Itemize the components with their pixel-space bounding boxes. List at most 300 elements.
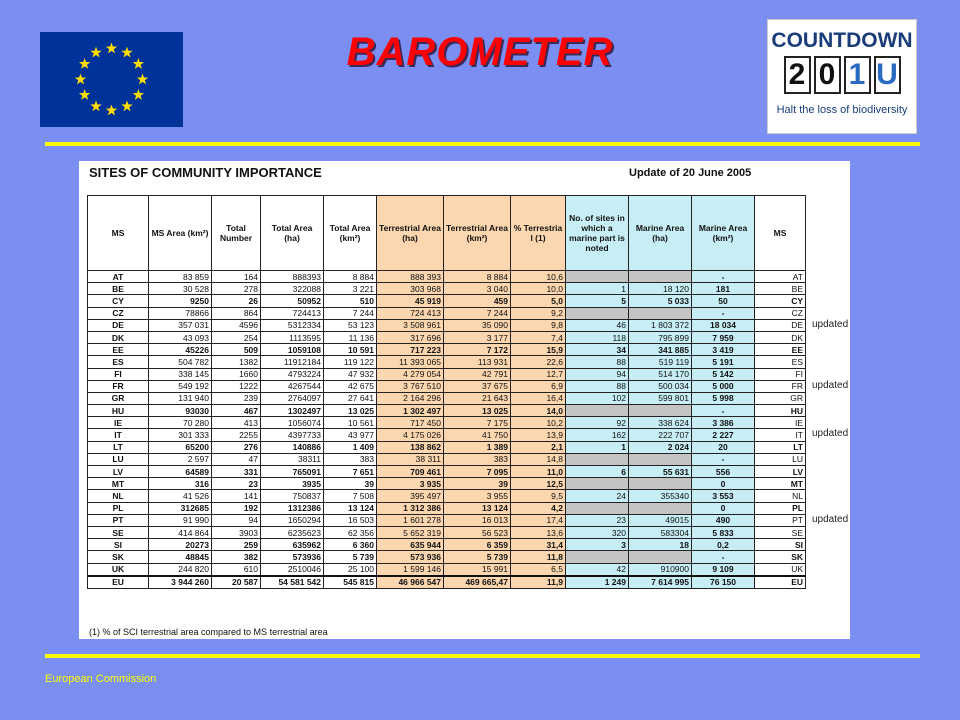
table-cell: 2 024	[629, 441, 692, 453]
table-cell: 45 919	[377, 295, 444, 307]
table-cell: 18 034	[692, 319, 755, 331]
table-cell: 39	[324, 478, 377, 490]
table-cell: 23	[566, 514, 629, 526]
footnote: (1) % of SCI terrestrial area compared to MS terrestrial area	[89, 627, 328, 637]
table-cell: 5 142	[692, 368, 755, 380]
table-cell: 2 597	[149, 453, 212, 465]
table-cell: 43 977	[324, 429, 377, 441]
table-cell: 18 120	[629, 283, 692, 295]
table-cell: 5 833	[692, 526, 755, 538]
table-cell: 709 461	[377, 466, 444, 478]
table-cell: 7 244	[324, 307, 377, 319]
table-cell: 382	[212, 551, 261, 563]
table-cell: 12,7	[511, 368, 566, 380]
table-cell: 239	[212, 392, 261, 404]
table-cell: 7 508	[324, 490, 377, 502]
table-heading: SITES OF COMMUNITY IMPORTANCE	[89, 165, 322, 180]
table-cell: -	[692, 271, 755, 283]
updated-note: updated	[812, 514, 849, 525]
column-header: Terrestrial Area (km²)	[444, 196, 511, 271]
table-cell: 0,2	[692, 539, 755, 551]
table-cell: 5 033	[629, 295, 692, 307]
table-cell: 7 244	[444, 307, 511, 319]
table-cell: 21 643	[444, 392, 511, 404]
flag-star-icon	[90, 100, 101, 111]
table-row	[88, 563, 806, 576]
table-cell: LU	[755, 453, 806, 465]
table-cell: SI	[755, 539, 806, 551]
table-cell: 16 503	[324, 514, 377, 526]
table-cell: 1 249	[566, 576, 629, 589]
column-header: Total Number	[212, 196, 261, 271]
updated-note: updated	[812, 428, 849, 439]
table-cell: 23	[212, 478, 261, 490]
table-cell: 4 279 054	[377, 368, 444, 380]
table-cell: 93030	[149, 405, 212, 417]
table-cell: HU	[88, 405, 149, 417]
table-cell: 16 013	[444, 514, 511, 526]
table-cell: 113 931	[444, 356, 511, 368]
table-cell: 303 968	[377, 283, 444, 295]
table-cell: 118	[566, 331, 629, 343]
table-cell: 22,6	[511, 356, 566, 368]
table-cell: 42	[566, 563, 629, 576]
table-cell: 48845	[149, 551, 212, 563]
table-cell: CY	[755, 295, 806, 307]
table-cell: 317 696	[377, 331, 444, 343]
table-cell: 9,5	[511, 490, 566, 502]
table-cell: 301 333	[149, 429, 212, 441]
table-row	[88, 490, 806, 502]
table-cell	[566, 478, 629, 490]
table-cell: 338 145	[149, 368, 212, 380]
logo-digits	[768, 56, 916, 94]
table-cell: 4793224	[261, 368, 324, 380]
table-cell: 11 136	[324, 331, 377, 343]
table-cell: 7 175	[444, 417, 511, 429]
table-cell: 27 641	[324, 392, 377, 404]
table-cell: AT	[755, 271, 806, 283]
table-cell: MT	[88, 478, 149, 490]
table-cell: 78866	[149, 307, 212, 319]
table-cell: 6235623	[261, 526, 324, 538]
logo-brand: COUNTDOWN	[771, 29, 913, 52]
table-cell: GR	[88, 392, 149, 404]
table-cell: 1222	[212, 380, 261, 392]
table-cell: 3 040	[444, 283, 511, 295]
table-cell: 3	[566, 539, 629, 551]
table-cell: 312685	[149, 502, 212, 514]
table-cell: 717 450	[377, 417, 444, 429]
table-cell: 15,9	[511, 344, 566, 356]
table-cell: 140886	[261, 441, 324, 453]
table-cell: 459	[444, 295, 511, 307]
table-cell: 6,9	[511, 380, 566, 392]
table-cell: 34	[566, 344, 629, 356]
table-cell: MT	[755, 478, 806, 490]
table-cell: 469 665,47	[444, 576, 511, 589]
table-cell: DE	[755, 319, 806, 331]
flag-star-icon	[121, 47, 132, 58]
table-cell: IT	[755, 429, 806, 441]
table-row	[88, 429, 806, 441]
table-cell: 4267544	[261, 380, 324, 392]
table-cell: HU	[755, 405, 806, 417]
table-cell: 88	[566, 380, 629, 392]
table-cell: PL	[88, 502, 149, 514]
table-cell: 556	[692, 466, 755, 478]
flag-star-icon	[79, 58, 90, 69]
table-row	[88, 368, 806, 380]
table-cell: 13 124	[324, 502, 377, 514]
table-cell: IE	[88, 417, 149, 429]
table-cell: 510	[324, 295, 377, 307]
table-cell: 1302497	[261, 405, 324, 417]
table-cell: 1650294	[261, 514, 324, 526]
table-cell	[566, 502, 629, 514]
table-row	[88, 307, 806, 319]
table-cell: 259	[212, 539, 261, 551]
table-cell: 13 025	[444, 405, 511, 417]
table-cell: PL	[755, 502, 806, 514]
table-cell: 38 311	[377, 453, 444, 465]
table-cell: 1 803 372	[629, 319, 692, 331]
table-row	[88, 331, 806, 343]
table-cell: SK	[88, 551, 149, 563]
table-cell	[566, 271, 629, 283]
table-cell: 7 651	[324, 466, 377, 478]
table-cell: 6,5	[511, 563, 566, 576]
table-cell: 357 031	[149, 319, 212, 331]
table-row	[88, 405, 806, 417]
column-header: No. of sites in which a marine part is noted	[566, 196, 629, 271]
table-cell	[629, 271, 692, 283]
table-cell: LU	[88, 453, 149, 465]
table-cell: 355340	[629, 490, 692, 502]
column-header: Terrestrial Area (ha)	[377, 196, 444, 271]
flag-star-icon	[137, 74, 148, 85]
table-cell: 38311	[261, 453, 324, 465]
table-cell: 56 523	[444, 526, 511, 538]
flag-star-icon	[121, 100, 132, 111]
table-cell: 278	[212, 283, 261, 295]
column-header: Marine Area (ha)	[629, 196, 692, 271]
table-cell: SK	[755, 551, 806, 563]
table-cell: 7 172	[444, 344, 511, 356]
table-cell: 341 885	[629, 344, 692, 356]
column-header: MS	[755, 196, 806, 271]
table-cell: 2,1	[511, 441, 566, 453]
table-cell: 11,8	[511, 551, 566, 563]
table-cell: 331	[212, 466, 261, 478]
table-cell: 5 998	[692, 392, 755, 404]
column-header: MS	[88, 196, 149, 271]
table-row	[88, 466, 806, 478]
table-cell: 3 508 961	[377, 319, 444, 331]
update-date: Update of 20 June 2005	[629, 167, 752, 179]
table-cell: NL	[88, 490, 149, 502]
table-cell: -	[692, 551, 755, 563]
table-cell: 500 034	[629, 380, 692, 392]
table-cell: 5 652 319	[377, 526, 444, 538]
table-cell: EE	[88, 344, 149, 356]
table-cell: 888393	[261, 271, 324, 283]
table-cell: 413	[212, 417, 261, 429]
table-cell: 50	[692, 295, 755, 307]
table-cell: -	[692, 453, 755, 465]
table-cell: EU	[755, 576, 806, 589]
column-header: % Terrestria l (1)	[511, 196, 566, 271]
table-cell: 42 791	[444, 368, 511, 380]
table-cell: 6	[566, 466, 629, 478]
table-cell: 47 932	[324, 368, 377, 380]
column-header: Total Area (km²)	[324, 196, 377, 271]
table-cell: 573936	[261, 551, 324, 563]
table-cell	[566, 405, 629, 417]
table-cell: 0	[692, 478, 755, 490]
table-cell: 7 614 995	[629, 576, 692, 589]
logo-digit: 2	[784, 56, 811, 94]
table-cell: 1	[566, 441, 629, 453]
table-cell: 750837	[261, 490, 324, 502]
table-cell: 46	[566, 319, 629, 331]
table-cell: SE	[88, 526, 149, 538]
table-cell: LV	[755, 466, 806, 478]
table-cell: 35 090	[444, 319, 511, 331]
table-cell: 20273	[149, 539, 212, 551]
bottom-rule	[45, 654, 920, 658]
updated-note: updated	[812, 380, 849, 391]
table-cell: 610	[212, 563, 261, 576]
table-cell: 545 815	[324, 576, 377, 589]
table-cell: 91 990	[149, 514, 212, 526]
table-cell: FR	[88, 380, 149, 392]
table-cell: 24	[566, 490, 629, 502]
table-cell: 635962	[261, 539, 324, 551]
column-header: MS Area (km²)	[149, 196, 212, 271]
table-cell: ES	[755, 356, 806, 368]
table-cell: 3 944 260	[149, 576, 212, 589]
table-cell: 244 820	[149, 563, 212, 576]
logo-digit: 1	[844, 56, 871, 94]
table-cell: 9,2	[511, 307, 566, 319]
table-cell: ES	[88, 356, 149, 368]
table-cell: IE	[755, 417, 806, 429]
table-cell: 1 601 278	[377, 514, 444, 526]
table-cell: 1 302 497	[377, 405, 444, 417]
table-cell: 15 991	[444, 563, 511, 576]
column-header: Marine Area (km²)	[692, 196, 755, 271]
table-cell: 599 801	[629, 392, 692, 404]
table-row	[88, 526, 806, 538]
flag-star-icon	[106, 43, 117, 54]
table-cell: 20	[692, 441, 755, 453]
table-cell: 0	[692, 502, 755, 514]
table-cell: 6 360	[324, 539, 377, 551]
table-cell: 383	[444, 453, 511, 465]
table-row	[88, 417, 806, 429]
table-cell: 83 859	[149, 271, 212, 283]
table-cell: 888 393	[377, 271, 444, 283]
table-cell	[629, 551, 692, 563]
table-cell: 13 025	[324, 405, 377, 417]
table-cell: CY	[88, 295, 149, 307]
table-cell	[566, 551, 629, 563]
table-cell: 3 177	[444, 331, 511, 343]
footer-text: European Commission	[45, 673, 157, 685]
table-cell: 10,2	[511, 417, 566, 429]
table-cell: 467	[212, 405, 261, 417]
table-cell: 3 553	[692, 490, 755, 502]
table-row	[88, 319, 806, 331]
table-cell: 1 599 146	[377, 563, 444, 576]
table-cell: 3 767 510	[377, 380, 444, 392]
flag-star-icon	[79, 89, 90, 100]
table-cell: DK	[88, 331, 149, 343]
table-cell: CZ	[755, 307, 806, 319]
table-cell: 4397733	[261, 429, 324, 441]
table-cell: 1660	[212, 368, 261, 380]
updated-note: updated	[812, 319, 849, 330]
table-cell: EU	[88, 576, 149, 589]
table-cell: 320	[566, 526, 629, 538]
table-cell: 5 739	[324, 551, 377, 563]
table-cell: PT	[755, 514, 806, 526]
table-cell: 504 782	[149, 356, 212, 368]
logo-tagline: Halt the loss of biodiversity	[776, 104, 908, 116]
table-row	[88, 453, 806, 465]
table-cell	[629, 478, 692, 490]
table-cell: 583304	[629, 526, 692, 538]
table-row	[88, 441, 806, 453]
table-cell: 509	[212, 344, 261, 356]
table-cell: 119 122	[324, 356, 377, 368]
flag-star-icon	[133, 58, 144, 69]
table-cell: 222 707	[629, 429, 692, 441]
table-cell: 5 739	[444, 551, 511, 563]
table-cell: 1056074	[261, 417, 324, 429]
table-cell: 9250	[149, 295, 212, 307]
table-cell: 41 750	[444, 429, 511, 441]
table-cell: 7,4	[511, 331, 566, 343]
table-cell: 39	[444, 478, 511, 490]
table-cell: 41 526	[149, 490, 212, 502]
table-cell: 94	[566, 368, 629, 380]
table-cell: 11,9	[511, 576, 566, 589]
table-cell: 164	[212, 271, 261, 283]
table-cell: 10 561	[324, 417, 377, 429]
table-cell: 11912184	[261, 356, 324, 368]
table-cell: 4 175 026	[377, 429, 444, 441]
table-cell: 46 966 547	[377, 576, 444, 589]
table-cell: 18	[629, 539, 692, 551]
table-cell: 3 955	[444, 490, 511, 502]
table-row	[88, 514, 806, 526]
table-cell: 30 528	[149, 283, 212, 295]
table-cell	[566, 453, 629, 465]
table-cell: 254	[212, 331, 261, 343]
table-cell: LV	[88, 466, 149, 478]
table-cell: 5	[566, 295, 629, 307]
table-cell: 7 959	[692, 331, 755, 343]
table-cell: 162	[566, 429, 629, 441]
table-cell	[566, 307, 629, 319]
table-cell: 76 150	[692, 576, 755, 589]
table-row	[88, 356, 806, 368]
table-cell: 765091	[261, 466, 324, 478]
table-cell: 25 100	[324, 563, 377, 576]
table-cell: 11 393 065	[377, 356, 444, 368]
table-cell: 55 631	[629, 466, 692, 478]
table-cell	[629, 307, 692, 319]
table-cell: 910900	[629, 563, 692, 576]
table-cell: 37 675	[444, 380, 511, 392]
table-row	[88, 392, 806, 404]
table-cell: 10,0	[511, 283, 566, 295]
table-cell: 322088	[261, 283, 324, 295]
top-rule	[45, 142, 920, 146]
table-cell: 141	[212, 490, 261, 502]
table-cell: 549 192	[149, 380, 212, 392]
table-cell: 138 862	[377, 441, 444, 453]
table-cell: 795 899	[629, 331, 692, 343]
table-row	[88, 344, 806, 356]
table-cell: 5,0	[511, 295, 566, 307]
table-cell: 1382	[212, 356, 261, 368]
table-cell: 13 124	[444, 502, 511, 514]
table-cell: 50952	[261, 295, 324, 307]
table-cell: 316	[149, 478, 212, 490]
table-cell: 1 312 386	[377, 502, 444, 514]
table-cell: 53 123	[324, 319, 377, 331]
table-cell: 5 000	[692, 380, 755, 392]
table-cell: 2510046	[261, 563, 324, 576]
table-cell: 4,2	[511, 502, 566, 514]
flag-star-icon	[106, 105, 117, 116]
table-cell: 4596	[212, 319, 261, 331]
table-cell: LT	[755, 441, 806, 453]
table-cell: 490	[692, 514, 755, 526]
table-cell: 514 170	[629, 368, 692, 380]
table-cell: 16,4	[511, 392, 566, 404]
table-cell: 31,4	[511, 539, 566, 551]
table-cell: CZ	[88, 307, 149, 319]
table-cell: 2 227	[692, 429, 755, 441]
countdown-2010-logo	[767, 19, 917, 134]
table-cell: 70 280	[149, 417, 212, 429]
table-cell: 724 413	[377, 307, 444, 319]
table-cell: 14,8	[511, 453, 566, 465]
table-cell: 94	[212, 514, 261, 526]
flag-star-icon	[133, 89, 144, 100]
table-cell: 64589	[149, 466, 212, 478]
table-cell: 1113595	[261, 331, 324, 343]
table-cell: FR	[755, 380, 806, 392]
table-cell: 717 223	[377, 344, 444, 356]
table-cell: 49015	[629, 514, 692, 526]
table-cell: 276	[212, 441, 261, 453]
table-cell: 8 884	[444, 271, 511, 283]
table-cell: -	[692, 405, 755, 417]
table-cell: BE	[88, 283, 149, 295]
table-cell: 65200	[149, 441, 212, 453]
table-cell: AT	[88, 271, 149, 283]
table-row	[88, 283, 806, 295]
table-cell: 3 935	[377, 478, 444, 490]
table-cell: SE	[755, 526, 806, 538]
table-cell: 3 419	[692, 344, 755, 356]
table-cell: DE	[88, 319, 149, 331]
